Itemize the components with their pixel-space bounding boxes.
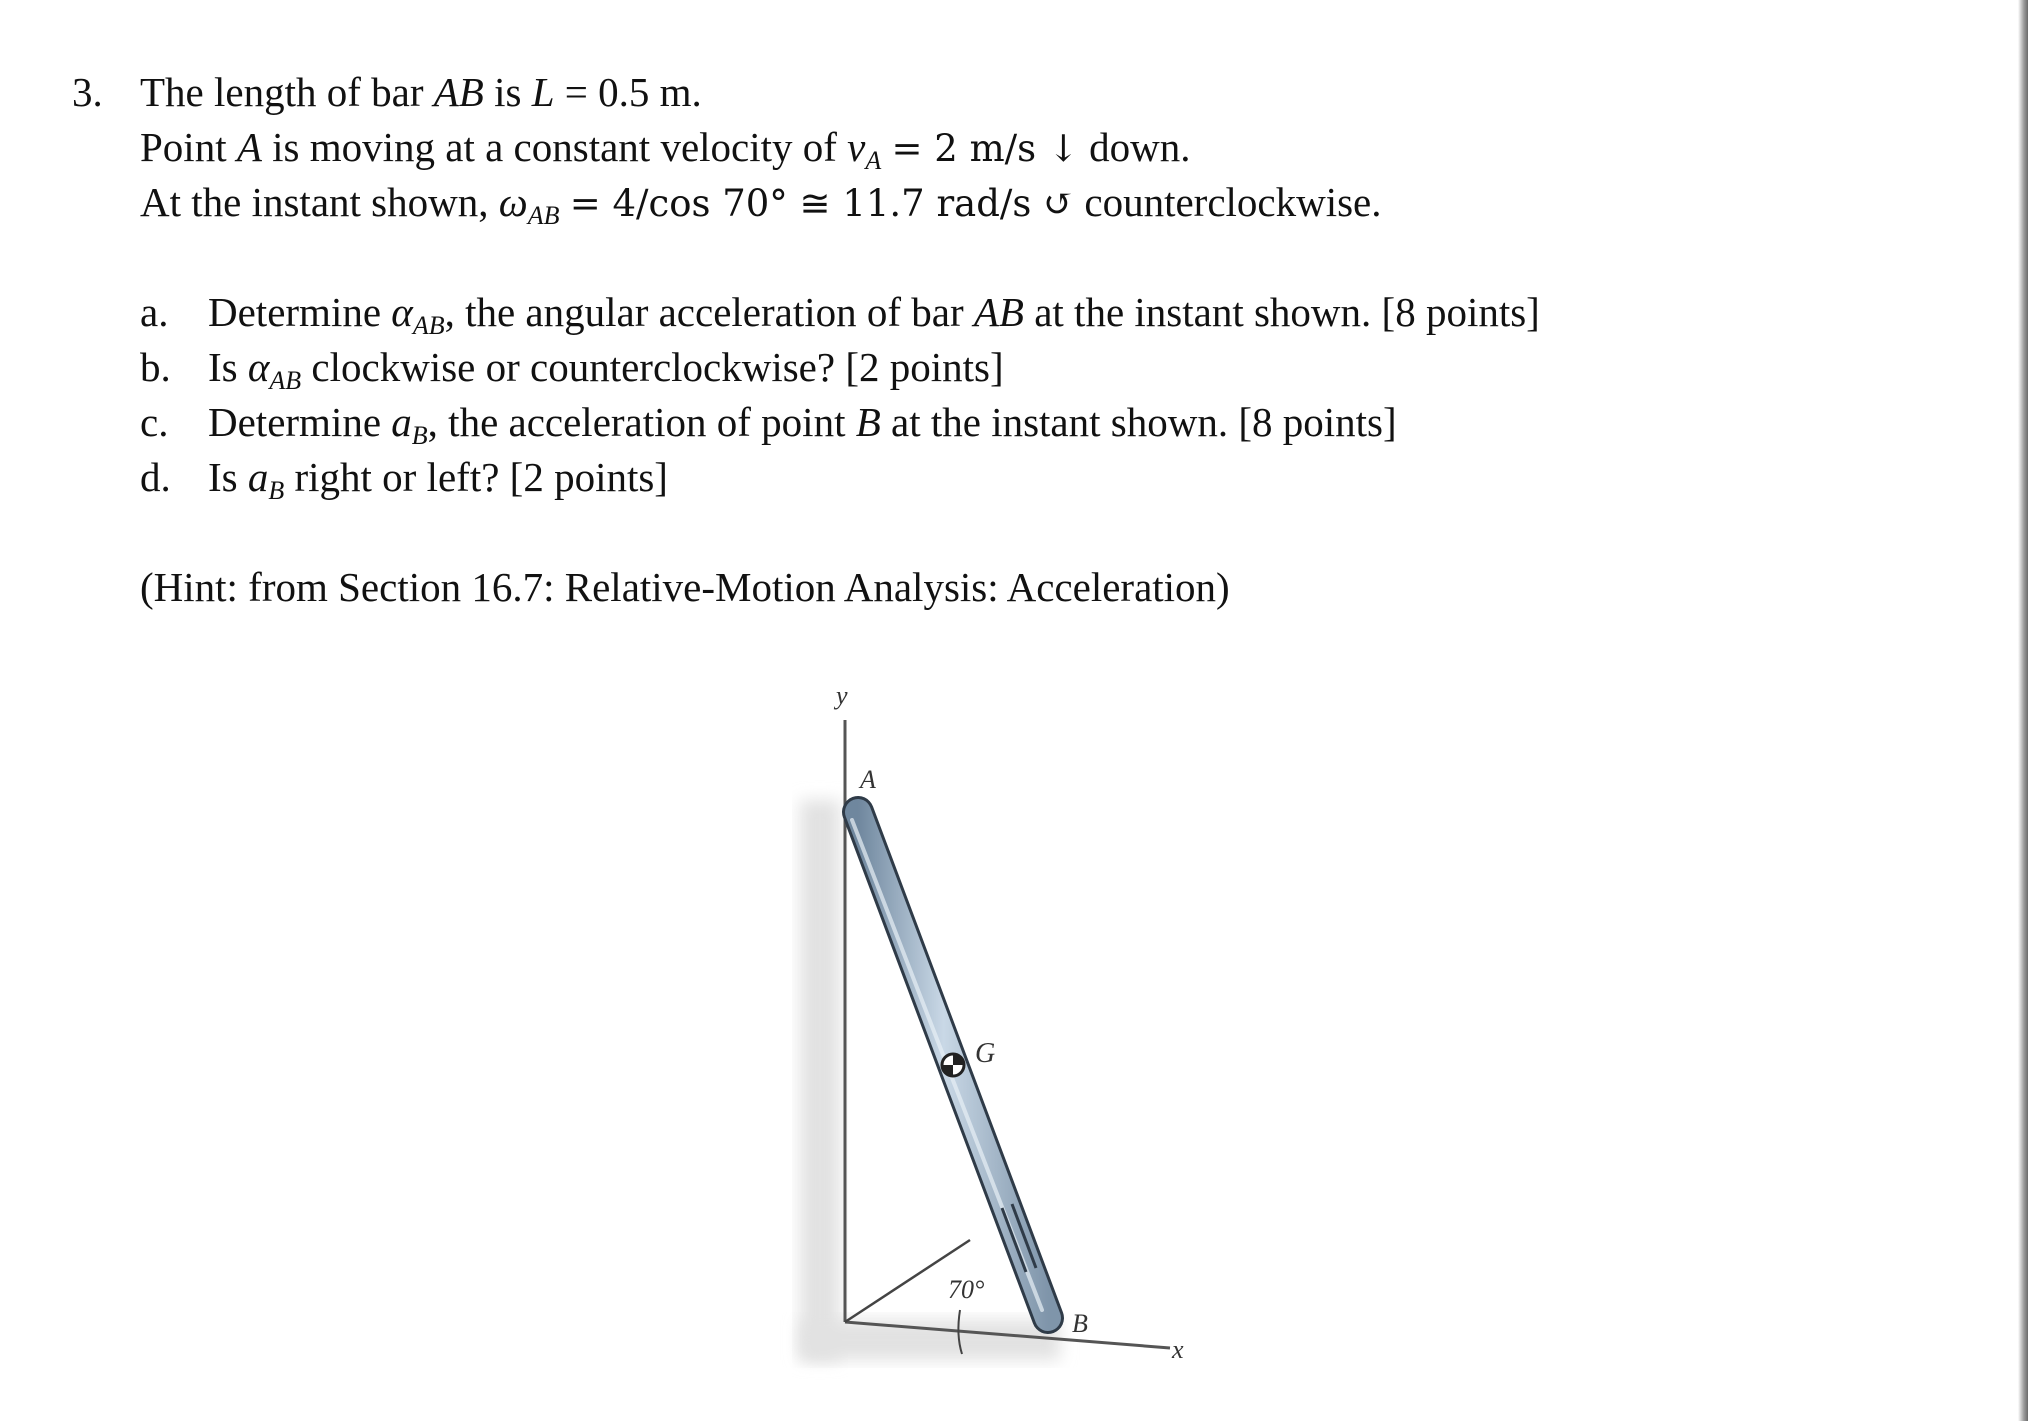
velocity-direction: down.: [1089, 124, 1191, 170]
angle-label: 70°: [948, 1275, 985, 1304]
part-text: Is: [208, 454, 238, 500]
point-a-label: A: [860, 765, 876, 794]
velocity-value: = 2 m/s ↓: [891, 127, 1079, 170]
hint-text: (Hint: from Section 16.7: Relative-Motion Analysis: Acceleration): [140, 564, 1230, 610]
bar-name: AB: [433, 69, 484, 115]
y-axis-label: y: [836, 681, 848, 710]
part-text: Determine: [208, 399, 382, 445]
point-name: B: [855, 399, 881, 445]
problem-number: 3.: [72, 69, 103, 115]
accel-subscript: B: [268, 476, 285, 505]
point-name: A: [236, 124, 262, 170]
part-label: a.: [140, 289, 169, 335]
bar-diagram: [780, 670, 1240, 1390]
part-label: d.: [140, 454, 171, 500]
length-symbol: L: [531, 69, 555, 115]
part-label: b.: [140, 344, 171, 390]
center-of-mass-marker: [942, 1054, 964, 1076]
part-text: Determine: [208, 289, 382, 335]
intro-text: The length of bar: [140, 69, 424, 115]
alpha-subscript: AB: [412, 311, 445, 340]
problem-line-3: [140, 178, 1382, 228]
part-text: , the angular acceleration of bar: [444, 289, 964, 335]
alpha-subscript: AB: [269, 366, 302, 395]
alpha-symbol: α: [247, 344, 270, 390]
accel-symbol: a: [247, 454, 269, 500]
alpha-symbol: α: [391, 289, 413, 335]
problem-line-2: [140, 123, 1191, 173]
point-b-label: B: [1072, 1309, 1088, 1338]
point-g-label: G: [975, 1038, 996, 1069]
page-edge-shadow: [2018, 0, 2028, 1421]
omega-value: = 4/cos 70° ≅ 11.7 rad/s ↺: [569, 182, 1075, 225]
floor-shadow: [800, 1320, 1060, 1360]
length-value: = 0.5 m.: [564, 69, 702, 115]
omega-direction: counterclockwise.: [1084, 179, 1382, 225]
accel-subscript: B: [411, 421, 428, 450]
part-text: clockwise or counterclockwise? [2 points]: [311, 344, 1004, 390]
part-label: c.: [140, 399, 169, 445]
omega-subscript: AB: [527, 201, 560, 230]
part-text: Is: [208, 344, 238, 390]
intro-text: At the instant shown,: [140, 179, 489, 225]
omega-symbol: ω: [498, 179, 528, 225]
accel-symbol: a: [391, 399, 412, 445]
intro-text: is moving at a constant velocity of: [272, 124, 837, 170]
part-text: at the instant shown. [8 points]: [891, 399, 1397, 445]
bar-name: AB: [973, 289, 1024, 335]
velocity-symbol: v: [847, 124, 866, 170]
intro-text: is: [494, 69, 522, 115]
part-text: right or left? [2 points]: [294, 454, 668, 500]
x-axis-label: x: [1172, 1335, 1184, 1364]
velocity-subscript: A: [865, 146, 882, 175]
part-text: at the instant shown. [8 points]: [1034, 289, 1540, 335]
intro-text: Point: [140, 124, 227, 170]
wall-shadow: [800, 800, 840, 1360]
part-text: , the acceleration of point: [427, 399, 846, 445]
